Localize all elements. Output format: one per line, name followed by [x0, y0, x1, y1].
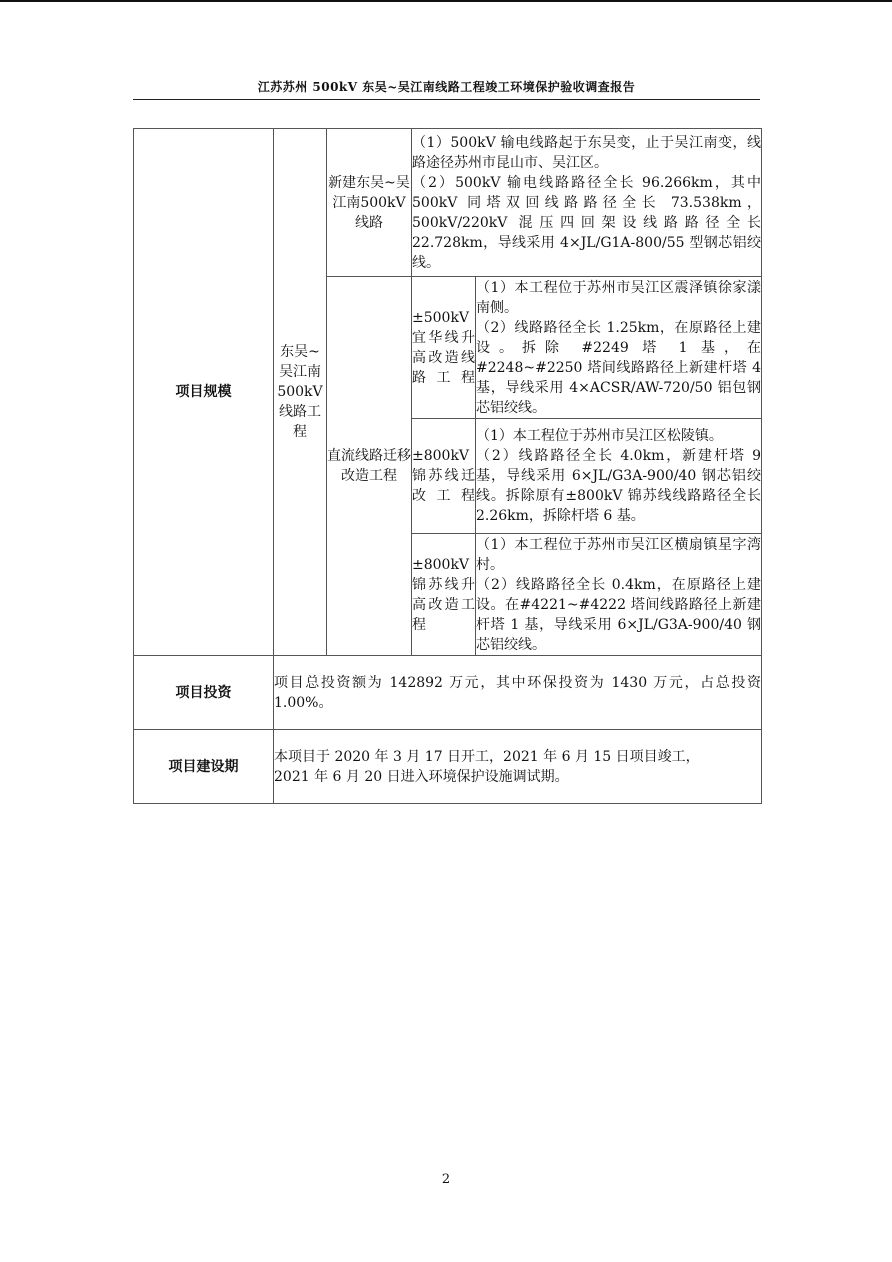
new-line-desc-cell [412, 129, 762, 277]
sub-item-desc-3 [476, 534, 762, 656]
investment-text-cell: 项目总投资额为 142892 万元，其中环保投资为 1430 万元，占总投资 1.00%。 [274, 656, 762, 730]
sub-item-1-desc-1: （1）本工程位于苏州市吴江区震泽镇徐家漾南侧。 [476, 279, 761, 316]
new-line-desc-1: （1）500kV 输电线路起于东吴变，止于吴江南变，线路途径苏州市昆山市、吴江区。 [412, 134, 761, 171]
sub-item-1-desc-2: （2）线路路径全长 1.25km，在原路径上建设。拆除 #2249 塔 1 基，在 #2248~#2250 塔间线路路径上新建杆塔 4 基，导线采用 4×ACSR/AW-720/50 铝包钢芯铝绞线。 [476, 319, 761, 416]
schedule-text-cell [274, 730, 762, 804]
table-row [134, 656, 762, 730]
sub-item-name-3: ±800kV 锦苏线升高改造工程 [412, 534, 476, 656]
project-name-cell: 东吴~吴江南500kV线路工程 [274, 129, 327, 656]
sub-item-desc-2 [476, 419, 762, 534]
schedule-line-2: 2021 年 6 月 20 日进入环境保护设施调试期。 [274, 768, 569, 785]
project-info-table [133, 128, 762, 804]
page-number: 2 [441, 1172, 451, 1187]
dc-label-cell: 直流线路迁移改造工程 [327, 277, 412, 656]
new-line-desc-2: （2）500kV 输电线路路径全长 96.266km，其中 500kV 同塔双回线路路径全长 73.538km，500kV/220kV 混压四回架设线路路径全长 22.728km，导线采用 4×JL/G1A-800/55 型钢芯铝绞线。 [412, 174, 761, 271]
investment-label-cell: 项目投资 [134, 656, 274, 730]
schedule-line-1: 本项目于 2020 年 3 月 17 日开工，2021 年 6 月 15 日项目竣工， [274, 748, 700, 765]
sub-item-2-desc-1: （1）本工程位于苏州市吴江区松陵镇。 [476, 428, 723, 444]
header-divider [133, 99, 760, 100]
sub-item-3-desc-2: （2）线路路径全长 0.4km，在原路径上建设。在#4221~#4222 塔间线路路径上新建杆塔 1 基，导线采用 6×JL/G3A-900/40 钢芯铝绞线。 [476, 576, 761, 653]
sub-item-name-2: ±800kV 锦苏线迁改工程 [412, 419, 476, 534]
sub-item-desc-1 [476, 277, 762, 419]
scale-label-cell: 项目规模 [134, 129, 274, 656]
table-row [134, 730, 762, 804]
page-top-border [0, 0, 892, 2]
sub-item-3-desc-1: （1）本工程位于苏州市吴江区横扇镇星字湾村。 [476, 536, 761, 573]
sub-item-2-desc-2: （2）线路路径全长 4.0km，新建杆塔 9 基，导线采用 6×JL/G3A-900/40 钢芯铝绞线。拆除原有±800kV 锦苏线线路路径全长 2.26km，拆除杆塔 6 基。 [476, 448, 761, 524]
report-header-title: 江苏苏州 500kV 东吴~吴江南线路工程竣工环境保护验收调查报告 [257, 80, 636, 94]
sub-item-name-1: ±500kV 宜华线升高改造线路工程 [412, 277, 476, 419]
new-line-label-cell: 新建东吴~吴江南500kV线路 [327, 129, 412, 277]
schedule-label-cell: 项目建设期 [134, 730, 274, 804]
table-row [134, 129, 762, 277]
